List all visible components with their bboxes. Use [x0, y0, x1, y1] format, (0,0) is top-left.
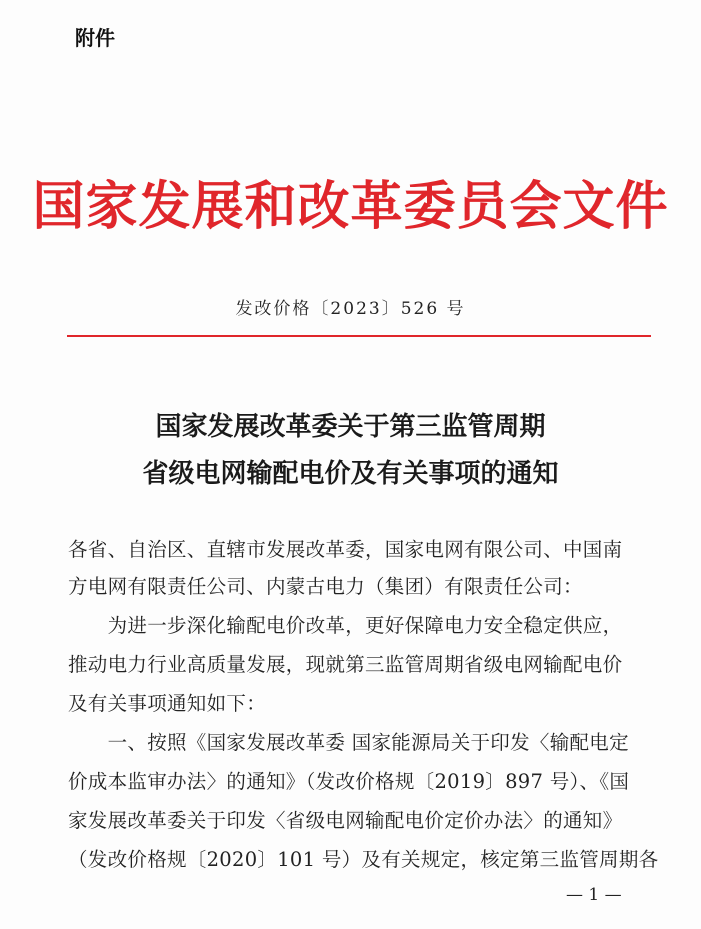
- body-line-7: 价成本监审办法〉的通知》（发改价格规〔2019〕897 号）、《国: [68, 770, 630, 793]
- attachment-label: 附件: [75, 26, 115, 50]
- body-line-8: 家发展改革委关于印发〈省级电网输配电价定价办法〉的通知》: [68, 809, 623, 832]
- body-line-1: 各省、自治区、直辖市发展改革委，国家电网有限公司、中国南: [68, 538, 623, 561]
- page-number: — 1 —: [566, 885, 622, 905]
- issuing-authority-header: 国家发展和改革委员会文件: [32, 176, 669, 237]
- body-line-2: 方电网有限责任公司、内蒙古电力（集团）有限责任公司：: [68, 575, 583, 598]
- body-line-9: （发改价格规〔2020〕101 号）及有关规定，核定第三监管周期各: [68, 848, 659, 871]
- notice-title-line-1: 国家发展改革委关于第三监管周期: [155, 412, 546, 442]
- notice-title-line-2: 省级电网输配电价及有关事项的通知: [142, 459, 559, 489]
- body-line-6: 一、按照《国家发展改革委 国家能源局关于印发〈输配电定: [68, 731, 629, 754]
- body-line-3: 为进一步深化输配电价改革，更好保障电力安全稳定供应，: [68, 614, 623, 637]
- document-number: 发改价格〔2023〕526 号: [235, 299, 466, 319]
- body-line-4: 推动电力行业高质量发展，现就第三监管周期省级电网输配电价: [68, 653, 623, 676]
- red-divider-line: [67, 335, 651, 337]
- body-line-5: 及有关事项通知如下：: [68, 692, 267, 715]
